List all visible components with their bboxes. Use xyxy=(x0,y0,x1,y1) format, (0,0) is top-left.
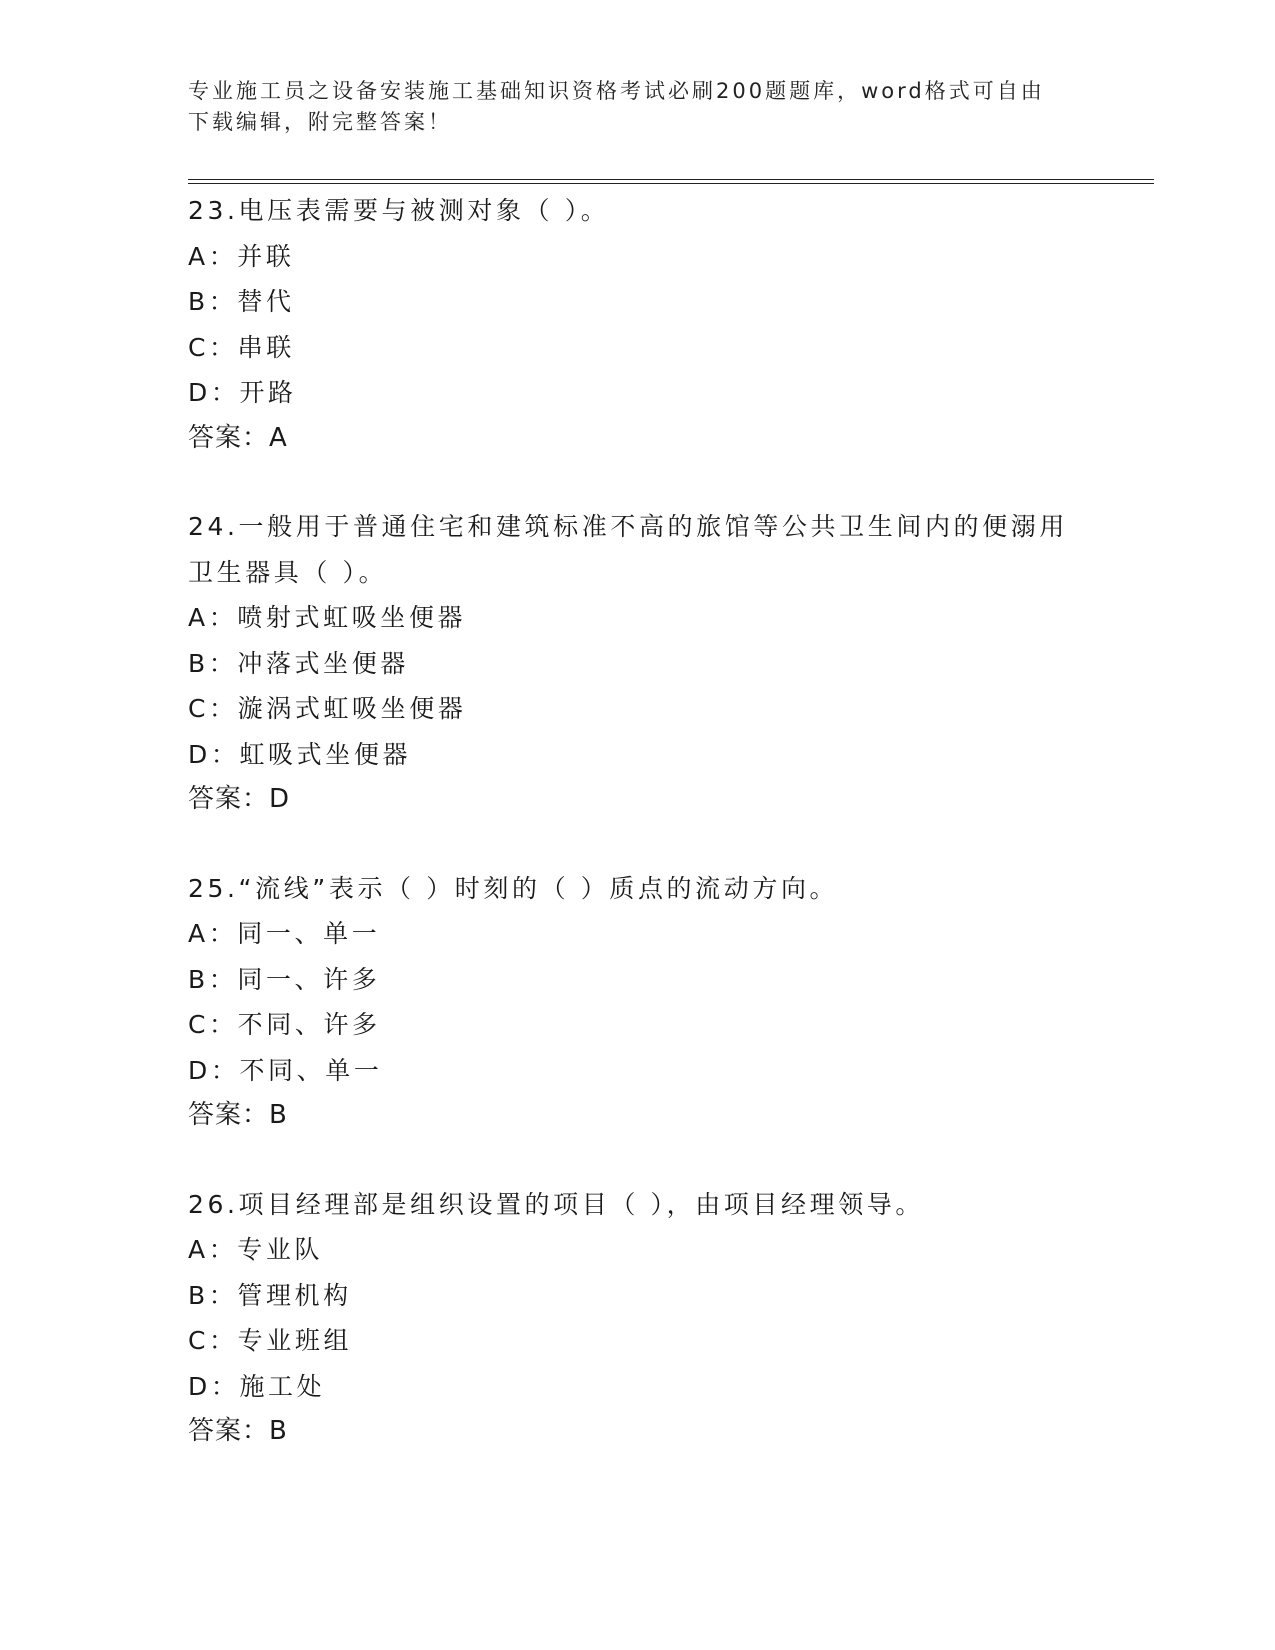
option-d: D：不同、单一 xyxy=(188,1055,383,1085)
question-23 xyxy=(188,188,1088,461)
question-26 xyxy=(188,1182,1088,1455)
option-c: C：不同、许多 xyxy=(188,1010,381,1039)
option-b: B：冲落式坐便器 xyxy=(188,648,409,678)
option-d: D：施工处 xyxy=(188,1371,326,1401)
question-25 xyxy=(188,866,1088,1139)
question-stem: 26.项目经理部是组织设置的项目（ ），由项目经理领导。 xyxy=(188,1189,925,1219)
option-a: A：并联 xyxy=(188,241,295,271)
option-b: B：替代 xyxy=(188,287,295,316)
answer-label: 答案：A xyxy=(188,422,288,453)
header-line-1: 专业施工员之设备安装施工基础知识资格考试必刷200题题库，word格式可自由 xyxy=(188,79,1045,103)
option-a: A：同一、单一 xyxy=(188,919,381,948)
header-line-2: 下载编辑，附完整答案！ xyxy=(188,110,452,134)
option-c: C：串联 xyxy=(188,332,295,362)
answer-label: 答案：B xyxy=(188,1416,288,1446)
question-stem-continued: 卫生器具（ ）。 xyxy=(188,557,388,587)
question-list xyxy=(188,188,1088,1498)
question-stem: 23.电压表需要与被测对象（ ）。 xyxy=(188,196,610,225)
option-c: C：漩涡式虹吸坐便器 xyxy=(188,694,467,723)
option-a: A：喷射式虹吸坐便器 xyxy=(188,603,467,632)
question-24 xyxy=(188,504,1088,823)
answer-label: 答案：B xyxy=(188,1100,288,1130)
option-d: D：开路 xyxy=(188,378,297,407)
document-header xyxy=(188,76,1088,138)
header-divider xyxy=(188,179,1154,184)
question-stem: 24.一般用于普通住宅和建筑标准不高的旅馆等公共卫生间内的便溺用 xyxy=(188,512,1068,541)
option-b: B：管理机构 xyxy=(188,1280,352,1310)
option-d: D：虹吸式坐便器 xyxy=(188,739,412,769)
answer-label: 答案：D xyxy=(188,784,291,814)
option-b: B：同一、许多 xyxy=(188,964,381,994)
option-a: A：专业队 xyxy=(188,1235,324,1264)
question-stem: 25.“流线”表示（ ）时刻的（ ）质点的流动方向。 xyxy=(188,873,839,903)
option-c: C：专业班组 xyxy=(188,1326,353,1355)
